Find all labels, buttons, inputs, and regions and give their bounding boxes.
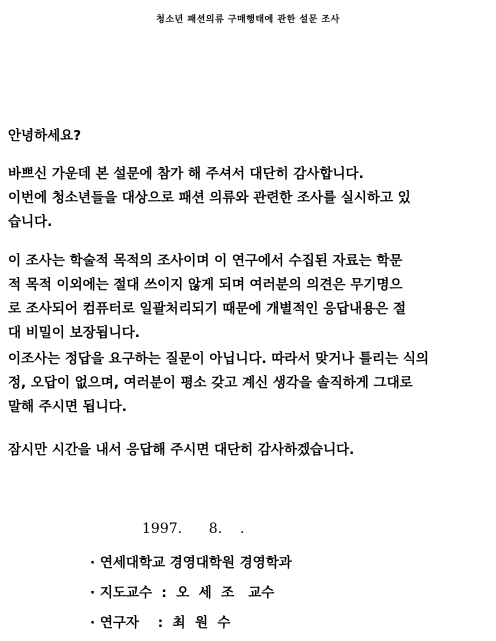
paragraph-line: 로 조사되어 컴퓨터로 일괄처리되기 때문에 개별적인 응답내용은 절 [8, 301, 407, 317]
paragraph-closing [8, 438, 470, 462]
greeting: 안녕하세요? [8, 128, 82, 144]
paragraph-privacy [8, 249, 470, 345]
paragraph-thanks [8, 162, 470, 234]
paragraph-line: 잠시만 시간을 내서 응답해 주시면 대단히 감사하겠습니다. [8, 442, 355, 458]
credit-advisor: · 지도교수 : 오 세 조 교수 [90, 585, 275, 601]
paragraph-line: 이번에 청소년들을 대상으로 패션 의류와 관련한 조사를 실시하고 있 [8, 190, 411, 206]
document-title: 청소년 패션의류 구매행태에 관한 설문 조사 [156, 15, 340, 25]
credits-list [90, 551, 292, 641]
paragraph-line: 말해 주시면 됩니다. [8, 399, 127, 415]
paragraph-no-right-answer [8, 347, 470, 419]
paragraph-line: 습니다. [8, 214, 53, 230]
paragraph-line: 대 비밀이 보장됩니다. [8, 325, 140, 341]
credit-researcher: · 연구자 : 최 원 수 [90, 615, 231, 631]
date: 1997. 8. . [142, 521, 245, 537]
paragraph-line: 이조사는 정답을 요구하는 질문이 아닙니다. 따라서 맞거나 틀리는 식의 [8, 351, 429, 367]
paragraph-line: 바쁘신 가운데 본 설문에 참가 해 주셔서 대단히 감사합니다. [8, 166, 364, 182]
paragraph-line: 이 조사는 학술적 목적의 조사이며 이 연구에서 수집된 자료는 학문 [8, 253, 403, 269]
paragraph-line: 적 목적 이외에는 절대 쓰이지 않게 되며 여러분의 의견은 무기명으 [8, 277, 403, 293]
credit-affiliation: · 연세대학교 경영대학원 경영학과 [90, 555, 292, 571]
paragraph-line: 정, 오답이 없으며, 여러분이 평소 갖고 계신 생각을 솔직하게 그대로 [8, 375, 413, 391]
